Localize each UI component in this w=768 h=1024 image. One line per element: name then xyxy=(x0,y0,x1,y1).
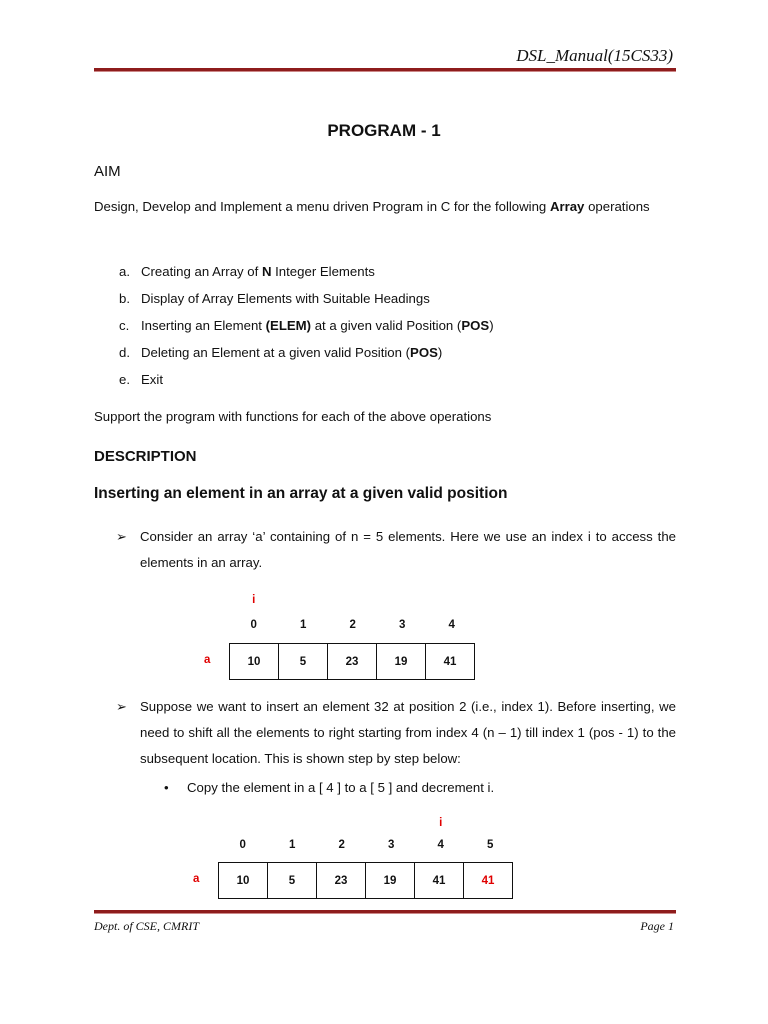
list-item-bold-text: N xyxy=(261,264,272,279)
arrow-bullet-icon: ➢ xyxy=(116,529,127,544)
array-index-label: 2 xyxy=(338,839,345,851)
array-index-label: 1 xyxy=(300,619,307,631)
index-pointer-label: i xyxy=(439,817,443,829)
list-item-text: Display of Array Elements with Suitable Headings xyxy=(141,291,430,306)
dot-item-text: Copy the element in a [ 4 ] to a [ 5 ] and decrement i. xyxy=(187,780,495,795)
paragraph-1-text: Consider an array ‘a’ containing of n = 5 elements. Here we use an index i to access the elements in an array. xyxy=(140,529,676,570)
array-index-label: 4 xyxy=(437,839,444,851)
arrow-bullet-icon: ➢ xyxy=(116,699,127,714)
array-cells xyxy=(229,643,475,680)
bullet-paragraph-1 xyxy=(116,524,676,576)
list-item-text: ) xyxy=(489,318,494,333)
aim-text-b: operations xyxy=(584,199,650,214)
list-marker: d. xyxy=(119,345,130,360)
aim-text xyxy=(94,194,676,220)
list-item-text: ) xyxy=(437,345,443,360)
list-item-text: Deleting an Element at a given valid Position ( xyxy=(141,345,411,360)
header-rule xyxy=(94,68,676,72)
aim-operations-list xyxy=(119,258,494,393)
aim-list-item xyxy=(119,339,494,366)
aim-list-item xyxy=(119,258,494,285)
aim-list-item xyxy=(119,312,494,339)
array-cells xyxy=(218,862,513,899)
array-name-label: a xyxy=(204,654,211,666)
array-index-label: 4 xyxy=(448,619,455,631)
array-cell: 10 xyxy=(219,863,268,898)
list-item-text: Creating an Array of xyxy=(141,264,262,279)
description-subheading: Inserting an element in an array at a given valid position xyxy=(94,485,508,502)
list-marker: e. xyxy=(119,372,130,387)
aim-text-bold: Array xyxy=(549,199,585,214)
description-heading: DESCRIPTION xyxy=(94,448,197,465)
array-cell: 41 xyxy=(415,863,464,898)
footer-rule xyxy=(94,910,676,914)
array-index-label: 5 xyxy=(487,839,494,851)
index-pointer-label: i xyxy=(252,594,256,606)
support-text: Support the program with functions for each of the above operations xyxy=(94,409,492,424)
array-cell: 23 xyxy=(317,863,366,898)
array-cell: 5 xyxy=(279,644,328,679)
array-name-label: a xyxy=(193,873,200,885)
array-index-label: 0 xyxy=(250,619,257,631)
list-item-bold-text: POS xyxy=(461,318,490,333)
array-cell: 10 xyxy=(230,644,279,679)
list-marker: b. xyxy=(119,291,130,306)
list-marker: c. xyxy=(119,318,130,333)
list-item-text: at a given valid Position ( xyxy=(311,318,462,333)
dot-bullet-icon: • xyxy=(164,780,169,795)
list-item-bold-text: POS xyxy=(410,345,438,360)
dot-bullet-item xyxy=(164,775,494,801)
array-cell: 23 xyxy=(328,644,377,679)
aim-list-item xyxy=(119,366,494,393)
footer-left: Dept. of CSE, CMRIT xyxy=(94,919,199,933)
aim-list-item xyxy=(119,285,494,312)
program-title: PROGRAM - 1 xyxy=(327,121,441,140)
list-item-text: Inserting an Element xyxy=(141,318,266,333)
aim-heading: AIM xyxy=(94,163,121,180)
list-marker: a. xyxy=(119,264,130,279)
header-title: DSL_Manual(15CS33) xyxy=(516,46,673,65)
array-index-label: 0 xyxy=(239,839,246,851)
array-index-label: 3 xyxy=(399,619,406,631)
array-cell: 19 xyxy=(377,644,426,679)
array-index-label: 3 xyxy=(388,839,395,851)
footer-page-number: Page 1 xyxy=(640,919,674,933)
array-cell: 41 xyxy=(443,655,457,668)
array-cell: 5 xyxy=(268,863,317,898)
list-item-text: Exit xyxy=(141,372,163,387)
array-index-label: 2 xyxy=(349,619,356,631)
paragraph-2-text: Suppose we want to insert an element 32 at position 2 (i.e., index 1). Before inserting, we need to shift all the elements to right starting from index 4 (n – 1) till index 1 (pos - 1) to the subsequent location. This is shown step by step below: xyxy=(140,699,676,766)
list-item-bold-text: (ELEM) xyxy=(265,318,312,333)
aim-text-a: Design, Develop and Implement a menu driven Program in C for the following xyxy=(94,199,550,214)
array-index-label: 1 xyxy=(289,839,296,851)
list-item-text: Integer Elements xyxy=(271,264,375,279)
array-cell: 41 xyxy=(481,874,495,887)
array-cell: 19 xyxy=(366,863,415,898)
bullet-paragraph-2 xyxy=(116,694,676,772)
